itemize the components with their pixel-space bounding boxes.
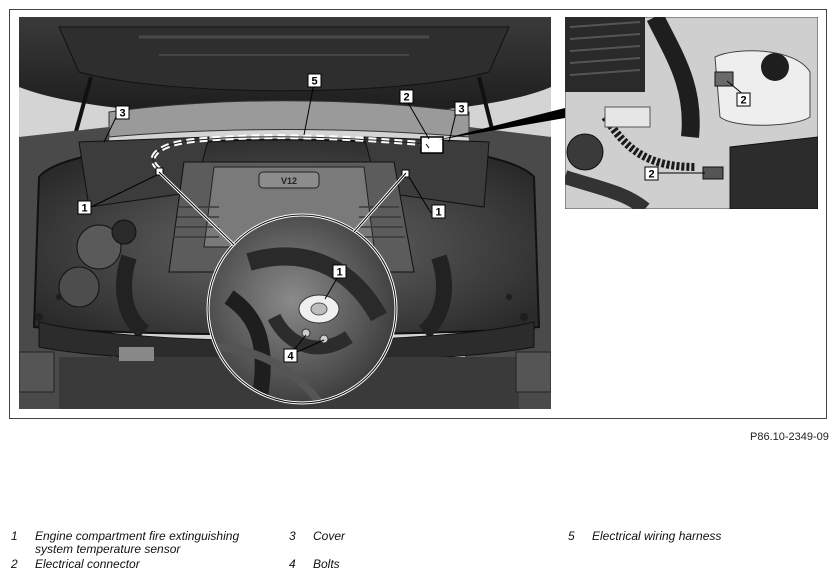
- legend-text: Engine compartment fire extinguishing system temperature sensor: [35, 529, 240, 556]
- legend-text: Cover: [313, 529, 346, 543]
- legend-text: Bolts: [313, 557, 340, 571]
- inset-callout-2-bottom: 2: [648, 168, 655, 181]
- electrical-connector: [703, 167, 723, 179]
- legend-text: Electrical wiring harness: [592, 529, 722, 543]
- callout-5: 5: [311, 75, 318, 88]
- callout-4: 4: [287, 350, 294, 363]
- legend-number: 4: [289, 557, 296, 571]
- engine-badge: V12: [280, 176, 298, 186]
- figure-reference-code: P86.10-2349-09: [750, 431, 829, 443]
- callout-3-left: 3: [119, 107, 126, 120]
- callout-2: 2: [403, 91, 410, 104]
- callout-1-right: 1: [435, 206, 442, 219]
- legend-text: Electrical connector: [35, 557, 140, 571]
- inset-callout-2-top: 2: [740, 94, 747, 107]
- callout-1-left: 1: [81, 202, 88, 215]
- legend-number: 3: [289, 529, 296, 543]
- legend-number: 2: [11, 557, 18, 571]
- callout-3-right: 3: [458, 103, 465, 116]
- connector-detail-photo: [565, 17, 818, 209]
- legend-number: 1: [11, 529, 18, 543]
- callout-1-zoom: 1: [336, 266, 343, 279]
- legend-number: 5: [568, 529, 575, 543]
